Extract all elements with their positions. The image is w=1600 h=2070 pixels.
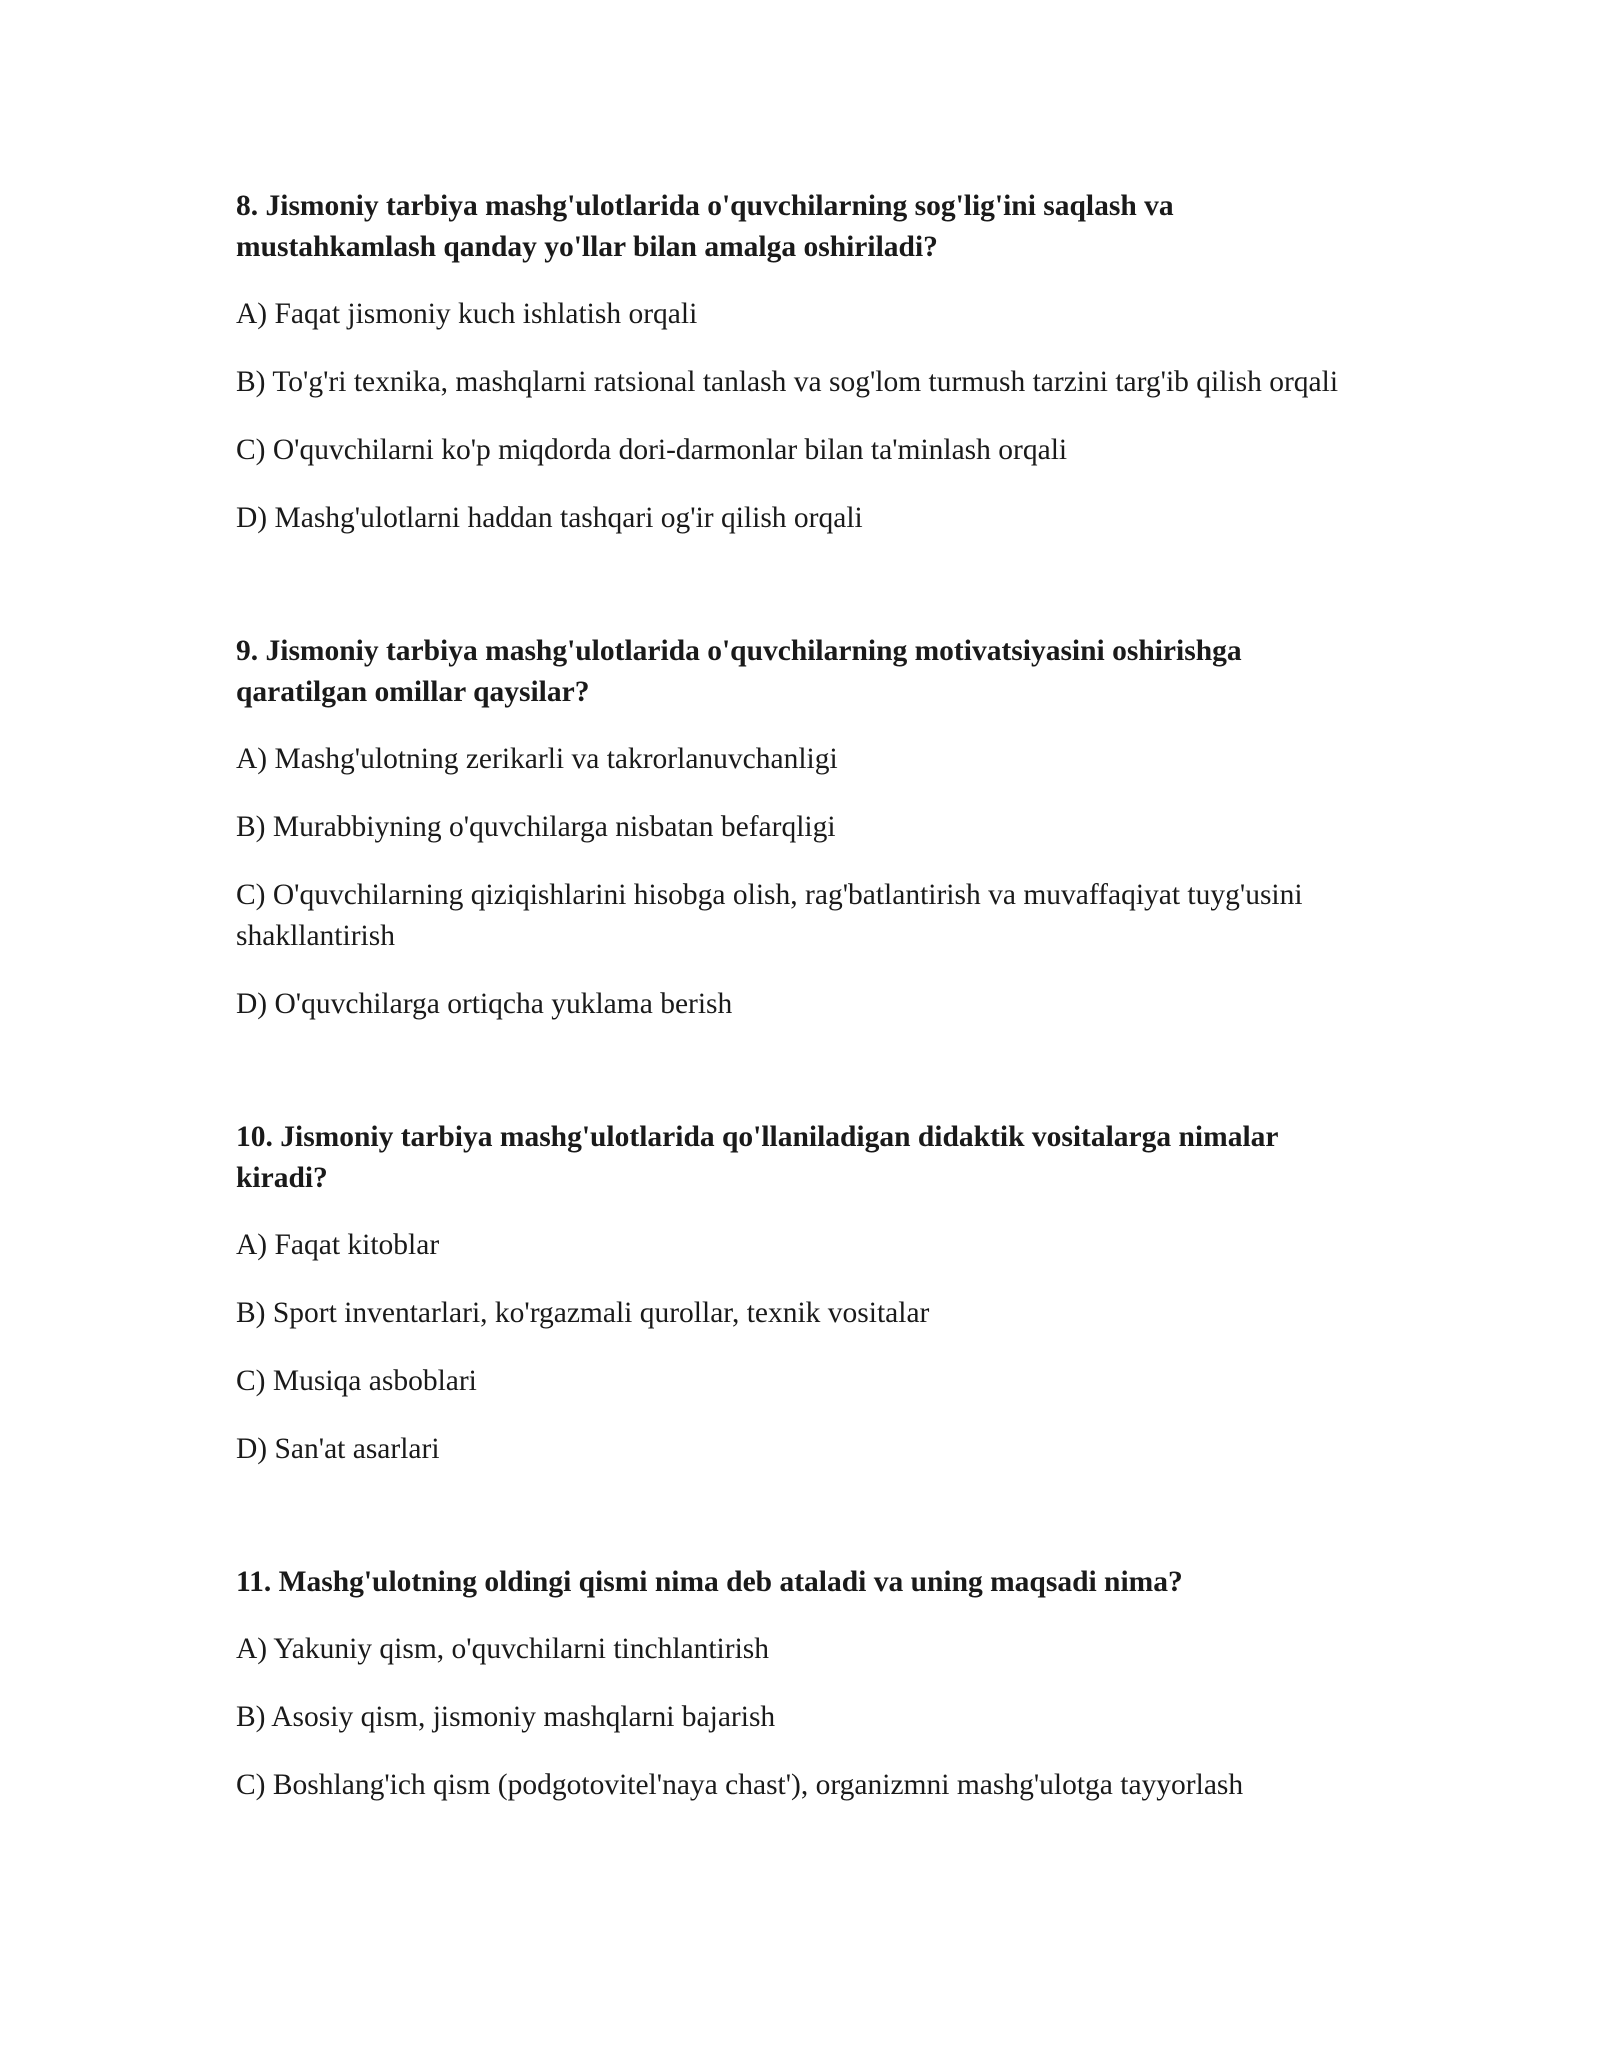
option-b: B) Murabbiyning o'quvchilarga nisbatan befarqligi xyxy=(236,811,836,843)
question-text: 9. Jismoniy tarbiya mashg'ulotlarida o'quvchilarning motivatsiyasini oshirishga qaratilgan omillar qaysilar? xyxy=(236,635,1242,708)
option-d: D) O'quvchilarga ortiqcha yuklama berish xyxy=(236,988,733,1020)
question-11 xyxy=(236,1562,1366,1806)
question-10 xyxy=(236,1117,1366,1470)
question-text: 10. Jismoniy tarbiya mashg'ulotlarida qo'llaniladigan didaktik vositalarga nimalar kiradi? xyxy=(236,1121,1278,1194)
question-9 xyxy=(236,631,1366,1025)
question-8 xyxy=(236,186,1366,539)
option-b: B) Sport inventarlari, ko'rgazmali qurollar, texnik vositalar xyxy=(236,1297,930,1329)
option-a: A) Yakuniy qism, o'quvchilarni tinchlantirish xyxy=(236,1633,770,1665)
option-d: D) San'at asarlari xyxy=(236,1433,440,1465)
document-page xyxy=(236,186,1366,1806)
option-a: A) Faqat kitoblar xyxy=(236,1229,440,1261)
option-c: C) Musiqa asboblari xyxy=(236,1365,477,1397)
option-c: C) O'quvchilarni ko'p miqdorda dori-darmonlar bilan ta'minlash orqali xyxy=(236,434,1068,466)
question-text: 11. Mashg'ulotning oldingi qismi nima deb ataladi va uning maqsadi nima? xyxy=(236,1566,1183,1598)
option-b: B) To'g'ri texnika, mashqlarni ratsional tanlash va sog'lom turmush tarzini targ'ib qilish orqali xyxy=(236,366,1339,398)
option-c: C) Boshlang'ich qism (podgotovitel'naya chast'), organizmni mashg'ulotga tayyorlash xyxy=(236,1769,1244,1801)
option-d: D) Mashg'ulotlarni haddan tashqari og'ir qilish orqali xyxy=(236,502,863,534)
option-a: A) Faqat jismoniy kuch ishlatish orqali xyxy=(236,298,698,330)
option-c: C) O'quvchilarning qiziqishlarini hisobga olish, rag'batlantirish va muvaffaqiyat tuyg'usini shakllantirish xyxy=(236,879,1303,952)
option-b: B) Asosiy qism, jismoniy mashqlarni bajarish xyxy=(236,1701,776,1733)
option-a: A) Mashg'ulotning zerikarli va takrorlanuvchanligi xyxy=(236,743,838,775)
question-text: 8. Jismoniy tarbiya mashg'ulotlarida o'quvchilarning sog'lig'ini saqlash va mustahkamlash qanday yo'llar bilan amalga oshiriladi? xyxy=(236,190,1174,263)
